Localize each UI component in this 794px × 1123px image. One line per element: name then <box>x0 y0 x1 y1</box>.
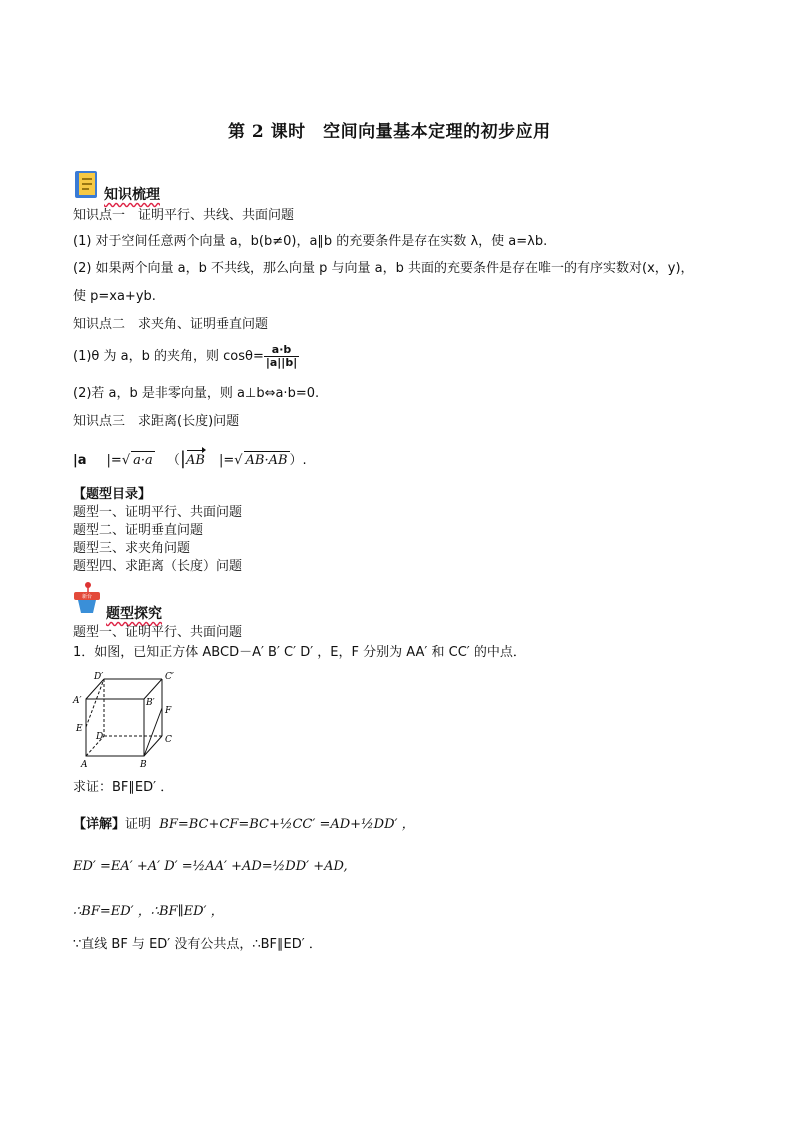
k3-paren-close: ）. <box>289 453 307 468</box>
catalog-item: 题型二、证明垂直问题 <box>73 523 204 538</box>
k1-paragraph-2: (2) 如果两个向量 a，b 不共线，那么向量 p 与向量 a，b 共面的充要条件是存在唯一的有序实数对(x，y)， <box>73 261 694 276</box>
cube-label-c: C <box>165 735 172 745</box>
k2-paragraph-1 <box>73 344 299 369</box>
k3-eq-2: |= <box>218 453 235 468</box>
notebook-icon <box>74 170 100 200</box>
k3-abs-a: |a <box>73 453 87 468</box>
k2-frac-den: |a||b| <box>265 356 298 369</box>
cube-figure <box>70 668 185 770</box>
k2-cos-text: (1)θ 为 a，b 的夹角，则 cosθ= <box>73 349 264 364</box>
solution-line-1 <box>73 816 415 834</box>
solution-line-2: ED′ =EA′ +A′ D′ =½AA′ +AD=½DD′ +AD, <box>73 859 348 874</box>
catalog-item: 题型一、证明平行、共面问题 <box>73 505 243 520</box>
type1-heading: 题型一、证明平行、共面问题 <box>73 625 243 640</box>
type1-prove: 求证：BF∥ED′ ． <box>73 780 174 795</box>
k2-heading: 知识点二 求夹角、证明垂直问题 <box>73 317 269 332</box>
k3-heading: 知识点三 求距离(长度)问题 <box>73 414 240 429</box>
cube-label-c-prime: C′ <box>165 672 174 682</box>
cube-label-a: A <box>81 760 88 770</box>
k3-sqrt-aa: a·a <box>133 453 153 468</box>
k1-heading: 知识点一 证明平行、共线、共面问题 <box>73 208 295 223</box>
k3-paren-open: （ <box>166 453 180 468</box>
cube-label-b: B <box>140 760 147 770</box>
k3-formula: |a |=√ a·a （|AB |=√ AB·AB ）. <box>73 448 307 469</box>
detail-label: 【详解】 <box>73 817 126 832</box>
podium-badge-text: 新台 <box>81 594 93 600</box>
k2-frac-num: a·b <box>264 344 299 357</box>
section-explore-label: 题型探究 <box>106 606 162 622</box>
cube-label-f: F <box>165 706 172 716</box>
solution-line-3: ∴BF=ED′ ，∴BF∥ED′ ， <box>73 904 224 919</box>
k2-fraction <box>264 344 299 369</box>
cube-label-d-prime: D′ <box>94 672 104 682</box>
catalog-heading: 【题型目录】 <box>73 487 152 502</box>
catalog-item: 题型三、求夹角问题 <box>73 541 191 556</box>
type1-problem: 1．如图，已知正方体 ABCD－A′ B′ C′ D′ ，E，F 分别为 AA′ 和 CC′ 的中点． <box>73 645 526 660</box>
catalog-item: 题型四、求距离（长度）问题 <box>73 559 243 574</box>
proof-step-1: BF=BC+CF=BC+½CC′ =AD+½DD′ ， <box>159 817 415 832</box>
cube-label-a-prime: A′ <box>73 696 82 706</box>
page-title: 第 2 课时 空间向量基本定理的初步应用 <box>228 122 551 142</box>
k1-paragraph-3: 使 p=xa+yb. <box>73 289 156 304</box>
cube-label-b-prime: B′ <box>146 698 155 708</box>
k2-paragraph-2: (2)若 a，b 是非零向量，则 a⊥b⇔a·b=0. <box>73 386 320 401</box>
k3-eq-1: |= <box>106 453 122 468</box>
cube-label-d: D <box>96 732 104 742</box>
podium-icon <box>72 581 102 615</box>
k3-sqrt-abab: AB·AB <box>245 453 288 468</box>
proof-word: 证明 <box>125 817 152 832</box>
k1-paragraph-1: (1) 对于空间任意两个向量 a，b(b≠0)，a∥b 的充要条件是存在实数 λ，使 a=λb. <box>73 234 548 249</box>
solution-line-4: ∵直线 BF 与 ED′ 没有公共点，∴BF∥ED′ ． <box>73 937 322 952</box>
k3-vec-ab: AB <box>185 453 205 468</box>
section-knowledge-label: 知识梳理 <box>104 187 160 203</box>
cube-label-e: E <box>76 724 83 734</box>
